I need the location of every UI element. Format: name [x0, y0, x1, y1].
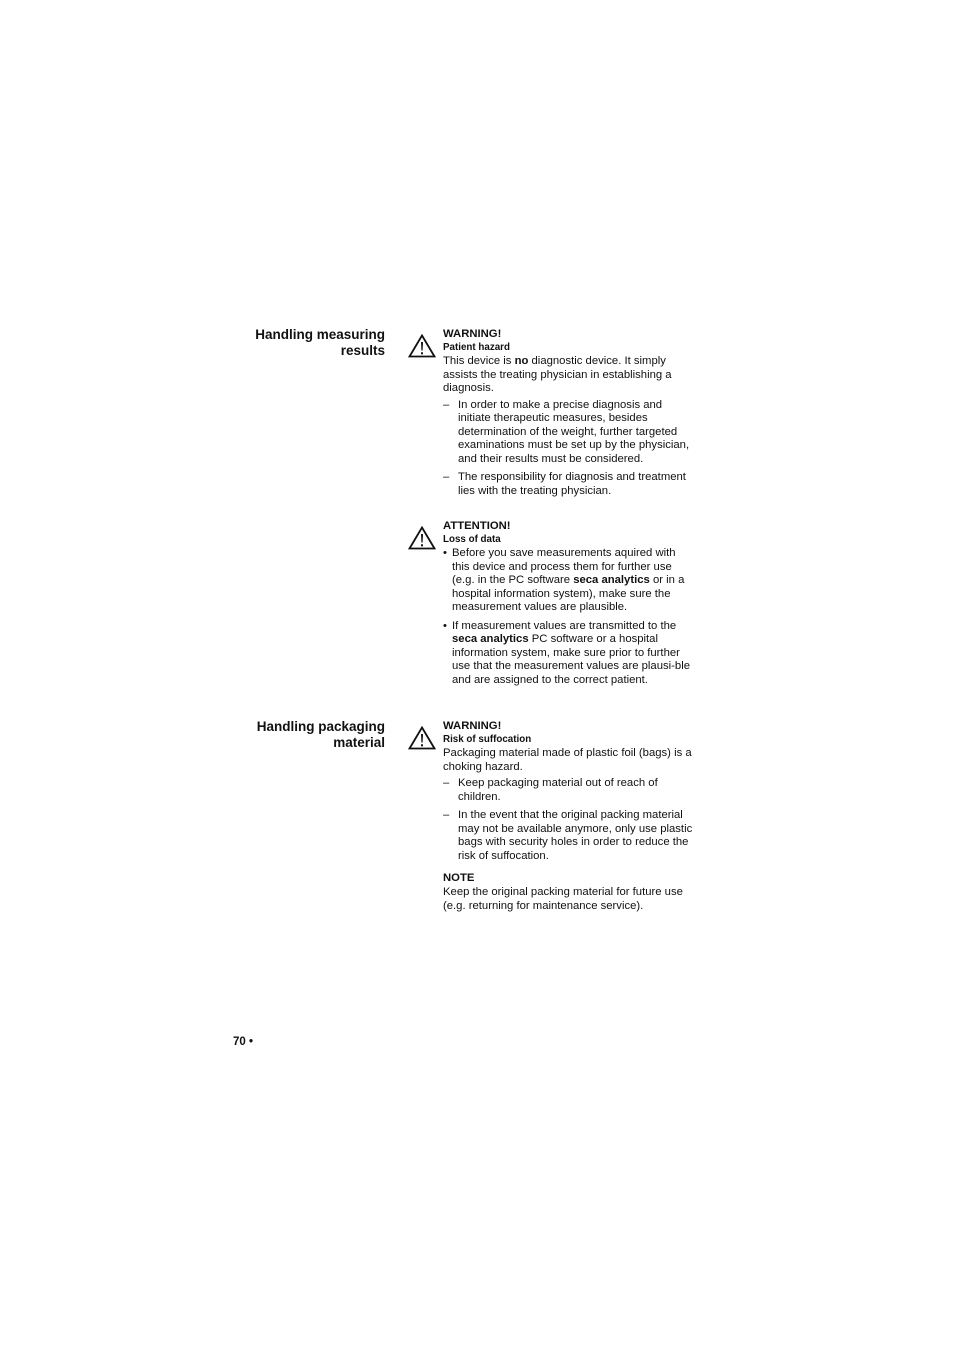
list-item: • Before you save measurements aquired with this device and process them for further use (e.g. in the PC software seca analytics or in a hospital information system), make sure the measurement values are plausible. [443, 547, 685, 613]
note-text: Keep the original packing material for future use (e.g. returning for maintenance service). [443, 886, 683, 912]
list-item: – The responsibility for diagnosis and treatment lies with the treating physician. [443, 471, 686, 497]
signal-word: WARNING! [443, 720, 502, 732]
warning-content [443, 327, 693, 498]
warning-intro: This device is no diagnostic device. It simply assists the treating physician in establishing a diagnosis. [443, 355, 672, 394]
warning-intro: Packaging material made of plastic foil (bags) is a choking hazard. [443, 747, 692, 773]
hazard-title: Risk of suffocation [443, 734, 532, 745]
section-heading: Handling measuring results [255, 327, 385, 358]
section-heading: Handling packaging material [256, 719, 385, 750]
hazard-title: Patient hazard [443, 342, 510, 353]
page-number: 70 • [233, 1036, 254, 1048]
warning-triangle-icon [408, 526, 436, 550]
list-item: – In order to make a precise diagnosis and initiate therapeutic measures, besides determination of the weight, further targeted examinations must be set up by the physician, and their results must be considered. [443, 398, 690, 465]
warning-triangle-icon [408, 334, 436, 358]
warning-triangle-icon [408, 726, 436, 750]
note-title: NOTE [443, 872, 475, 884]
hazard-title: Loss of data [443, 534, 501, 545]
signal-word: WARNING! [443, 328, 502, 340]
attention-content [443, 519, 693, 687]
warning-content [443, 719, 693, 913]
list-item: – In the event that the original packing material may not be available anymore, only use plastic bags with security holes in order to reduce the risk of suffocation. [443, 809, 693, 862]
list-item: • If measurement values are transmitted to the seca analytics PC software or a hospital information system, make sure prior to further use that the measurement values are plausi-ble and are assigned to the correct patient. [443, 619, 690, 686]
signal-word: ATTENTION! [443, 520, 511, 532]
list-item: – Keep packaging material out of reach of children. [443, 777, 658, 803]
